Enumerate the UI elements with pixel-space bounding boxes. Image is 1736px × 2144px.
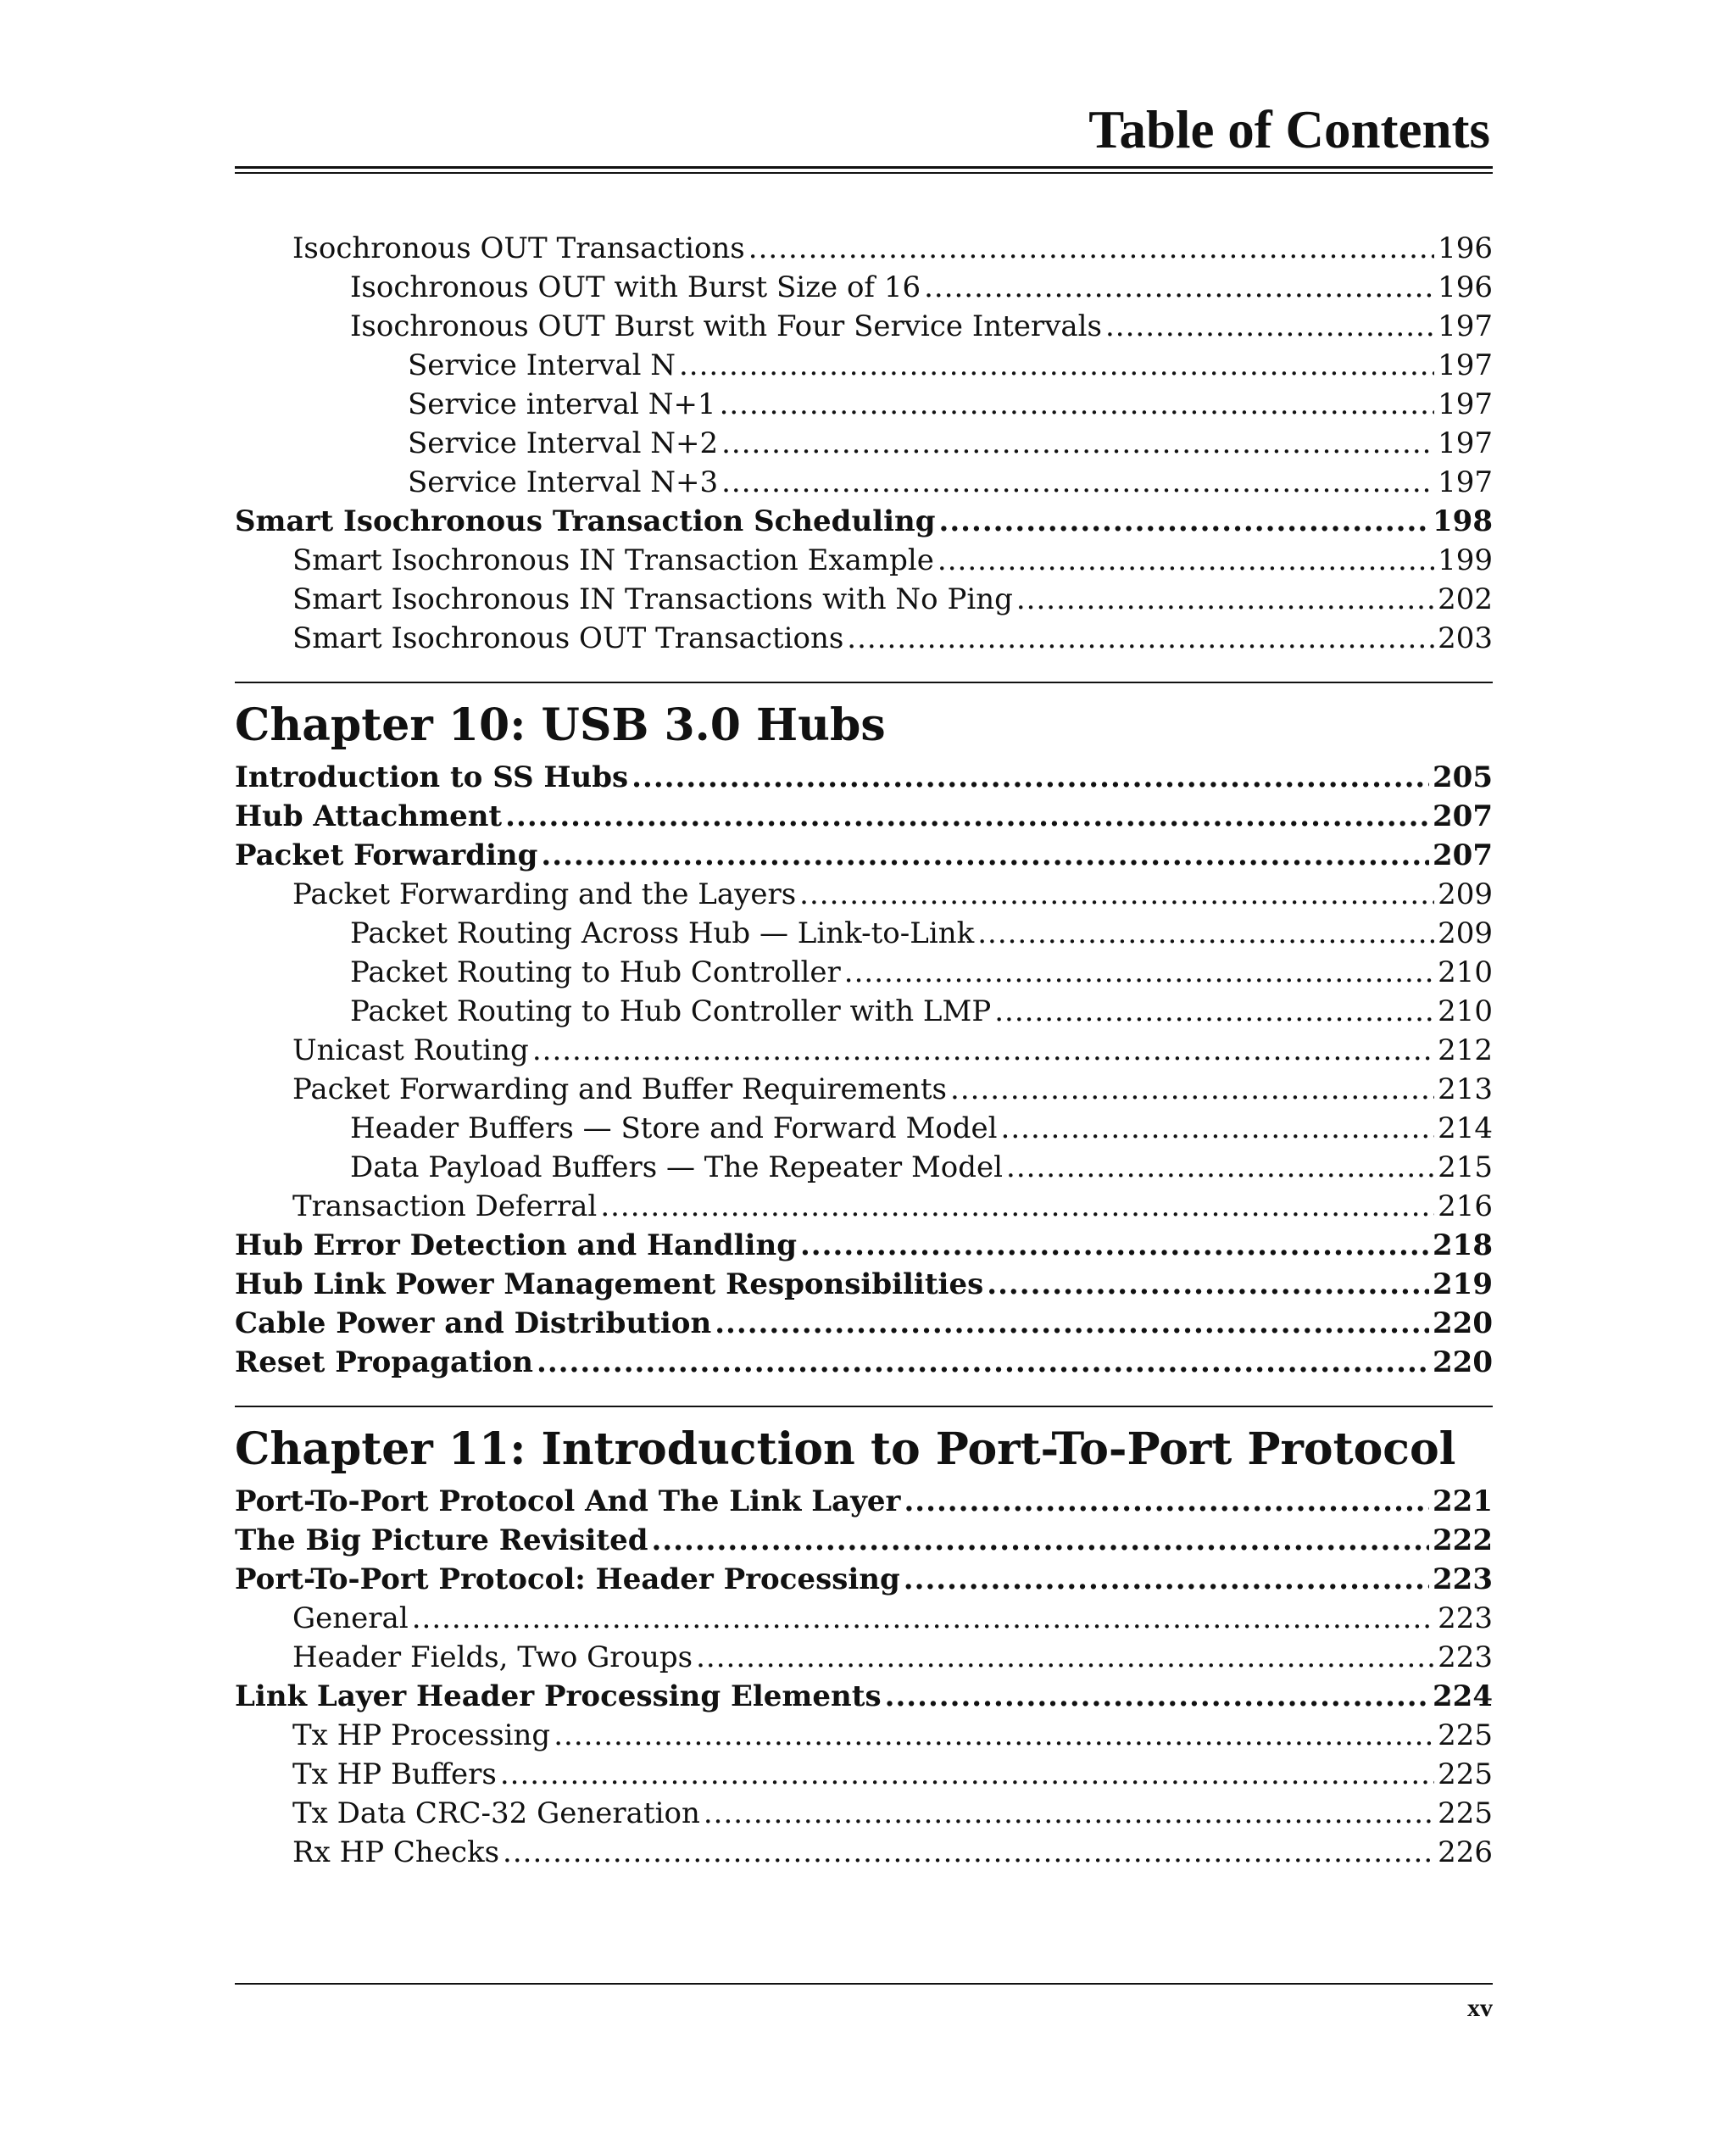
toc-entry-title: Port-To-Port Protocol: Header Processing (235, 1562, 900, 1596)
dot-leader (904, 1482, 1429, 1521)
toc-entry[interactable] (235, 541, 1493, 580)
toc-entry-page-number: 220 (1433, 1345, 1493, 1379)
toc-entry-page-number: 219 (1433, 1267, 1493, 1301)
toc-entry-page-number: 221 (1433, 1484, 1493, 1518)
toc-entry[interactable] (235, 268, 1493, 307)
toc-entry[interactable] (235, 1031, 1493, 1070)
dot-leader (977, 914, 1434, 953)
dot-leader (679, 346, 1434, 385)
dot-leader (1006, 1148, 1434, 1187)
toc-entry-title: Port-To-Port Protocol And The Link Layer (235, 1484, 901, 1518)
toc-entry[interactable] (235, 1638, 1493, 1677)
toc-entry-title: Introduction to SS Hubs (235, 760, 629, 794)
chapter-divider-rule (235, 1406, 1493, 1407)
toc-entry-page-number: 223 (1433, 1562, 1493, 1596)
table-of-contents (235, 229, 1493, 1872)
dot-leader (554, 1716, 1434, 1755)
chapter-heading: Chapter 11: Introduction to Port-To-Port Protocol (235, 1423, 1456, 1475)
dot-leader (632, 758, 1429, 797)
toc-entry-page-number: 207 (1433, 838, 1493, 872)
toc-entry-title: Packet Forwarding (235, 838, 538, 872)
toc-entry-page-number: 207 (1433, 799, 1493, 833)
toc-entry-page-number: 202 (1438, 582, 1493, 616)
toc-entry[interactable] (235, 1794, 1493, 1833)
toc-chapter-block (235, 682, 1493, 1382)
toc-entry-page-number: 197 (1438, 348, 1493, 382)
dot-leader (537, 1343, 1429, 1382)
toc-entry[interactable] (235, 580, 1493, 619)
toc-entry[interactable] (235, 1521, 1493, 1560)
toc-entry[interactable] (235, 992, 1493, 1031)
dot-leader (721, 463, 1434, 502)
toc-entry-title: Service Interval N+2 (408, 426, 719, 460)
dot-leader (412, 1599, 1434, 1638)
toc-entry-title: Cable Power and Distribution (235, 1306, 712, 1340)
toc-entry-title: Packet Forwarding and Buffer Requirements (292, 1072, 948, 1106)
toc-entry-title: Isochronous OUT with Burst Size of 16 (350, 270, 921, 304)
toc-entry-page-number: 215 (1438, 1150, 1493, 1184)
toc-entry-title: Reset Propagation (235, 1345, 533, 1379)
dot-leader (924, 268, 1434, 307)
toc-entry-page-number: 210 (1438, 994, 1493, 1028)
footer-page-number: xv (1467, 1994, 1493, 2022)
toc-entry[interactable] (235, 797, 1493, 836)
toc-entry[interactable] (235, 1187, 1493, 1226)
toc-entry[interactable] (235, 1226, 1493, 1265)
toc-entry-title: Data Payload Buffers — The Repeater Model (350, 1150, 1004, 1184)
dot-leader (696, 1638, 1434, 1677)
toc-entry[interactable] (235, 1560, 1493, 1599)
dot-leader (704, 1794, 1434, 1833)
toc-entry-title: Rx HP Checks (292, 1835, 500, 1869)
toc-entry-page-number: 203 (1438, 621, 1493, 655)
toc-entry-page-number: 197 (1438, 426, 1493, 460)
toc-entry[interactable] (235, 463, 1493, 502)
toc-entry-page-number: 210 (1438, 955, 1493, 989)
toc-entry-title: Smart Isochronous OUT Transactions (292, 621, 844, 655)
toc-entry-page-number: 225 (1438, 1757, 1493, 1791)
toc-entry-page-number: 205 (1433, 760, 1493, 794)
toc-entry[interactable] (235, 758, 1493, 797)
toc-entry-title: Isochronous OUT Burst with Four Service Intervals (350, 309, 1102, 343)
toc-entry-page-number: 216 (1438, 1189, 1493, 1223)
dot-leader (885, 1677, 1429, 1716)
toc-entry-page-number: 209 (1438, 877, 1493, 911)
toc-entry[interactable] (235, 424, 1493, 463)
toc-entry[interactable] (235, 346, 1493, 385)
toc-entry-page-number: 196 (1438, 270, 1493, 304)
toc-entry-page-number: 197 (1438, 309, 1493, 343)
toc-entry-title: Smart Isochronous IN Transaction Example (292, 543, 934, 577)
toc-entry[interactable] (235, 953, 1493, 992)
toc-entry-title: General (292, 1601, 409, 1635)
toc-entry-title: Service Interval N+3 (408, 465, 719, 499)
dot-leader (541, 836, 1429, 875)
toc-entry-title: Service interval N+1 (408, 387, 716, 421)
toc-entry-title: Unicast Routing (292, 1033, 529, 1067)
toc-entry[interactable] (235, 914, 1493, 953)
dot-leader (651, 1521, 1429, 1560)
toc-entry-title: Packet Routing to Hub Controller with LMP (350, 994, 992, 1028)
toc-entry-title: Link Layer Header Processing Elements (235, 1679, 882, 1713)
toc-entry[interactable] (235, 1677, 1493, 1716)
toc-entry-title: Hub Attachment (235, 799, 503, 833)
dot-leader (748, 229, 1434, 268)
toc-entry-title: Tx HP Processing (292, 1718, 551, 1752)
toc-entry-page-number: 209 (1438, 916, 1493, 950)
toc-entry-page-number: 199 (1438, 543, 1493, 577)
toc-entry-title: Transaction Deferral (292, 1189, 598, 1223)
dot-leader (720, 385, 1435, 424)
toc-entry[interactable] (235, 1148, 1493, 1187)
dot-leader (715, 1304, 1429, 1343)
toc-entry-title: Smart Isochronous IN Transactions with No Ping (292, 582, 1013, 616)
dot-leader (994, 992, 1434, 1031)
toc-entry-page-number: 226 (1438, 1835, 1493, 1869)
toc-entry-page-number: 223 (1438, 1640, 1493, 1674)
dot-leader (800, 1226, 1429, 1265)
toc-entry-page-number: 197 (1438, 465, 1493, 499)
toc-entry-page-number: 196 (1438, 231, 1493, 265)
toc-entry[interactable] (235, 1304, 1493, 1343)
dot-leader (500, 1755, 1434, 1794)
toc-entry-page-number: 222 (1433, 1523, 1493, 1557)
toc-entry-title: The Big Picture Revisited (235, 1523, 648, 1557)
dot-leader (1105, 307, 1434, 346)
toc-entry-page-number: 197 (1438, 387, 1493, 421)
toc-entry[interactable] (235, 1599, 1493, 1638)
toc-continuation-block (235, 229, 1493, 658)
toc-entry-page-number: 198 (1433, 504, 1493, 538)
toc-entry-page-number: 223 (1438, 1601, 1493, 1635)
toc-entry-title: Header Fields, Two Groups (292, 1640, 693, 1674)
dot-leader (721, 424, 1434, 463)
toc-entry-title: Tx HP Buffers (292, 1757, 497, 1791)
toc-entry[interactable] (235, 619, 1493, 658)
toc-entry[interactable] (235, 875, 1493, 914)
chapter-divider-rule (235, 682, 1493, 683)
toc-entry-page-number: 213 (1438, 1072, 1493, 1106)
toc-entry-title: Service Interval N (408, 348, 676, 382)
dot-leader (987, 1265, 1429, 1304)
toc-entry[interactable] (235, 1755, 1493, 1794)
toc-entry-title: Packet Routing to Hub Controller (350, 955, 841, 989)
header-double-rule (235, 166, 1493, 174)
toc-entry[interactable] (235, 307, 1493, 346)
toc-entry[interactable] (235, 1109, 1493, 1148)
dot-leader (799, 875, 1434, 914)
dot-leader (904, 1560, 1429, 1599)
toc-entry-title: Isochronous OUT Transactions (292, 231, 745, 265)
toc-entry[interactable] (235, 1343, 1493, 1382)
toc-entry-page-number: 220 (1433, 1306, 1493, 1340)
toc-entry-title: Packet Routing Across Hub — Link-to-Link (350, 916, 975, 950)
dot-leader (532, 1031, 1434, 1070)
dot-leader (950, 1070, 1434, 1109)
dot-leader (847, 619, 1434, 658)
toc-entry-page-number: 212 (1438, 1033, 1493, 1067)
toc-entry[interactable] (235, 385, 1493, 424)
toc-entry-page-number: 225 (1438, 1796, 1493, 1830)
dot-leader (1001, 1109, 1435, 1148)
dot-leader (939, 502, 1430, 541)
toc-entry[interactable] (235, 836, 1493, 875)
footer-rule (235, 1983, 1493, 1985)
page-header-title: Table of Contents (1088, 100, 1490, 159)
dot-leader (505, 797, 1429, 836)
toc-entry[interactable] (235, 502, 1493, 541)
toc-entry-title: Hub Link Power Management Responsibilities (235, 1267, 984, 1301)
toc-chapter-block (235, 1406, 1493, 1872)
toc-entry[interactable] (235, 1265, 1493, 1304)
toc-entry[interactable] (235, 229, 1493, 268)
dot-leader (600, 1187, 1434, 1226)
dot-leader (938, 541, 1434, 580)
toc-entry-page-number: 225 (1438, 1718, 1493, 1752)
toc-entry[interactable] (235, 1482, 1493, 1521)
toc-entry-page-number: 218 (1433, 1228, 1493, 1262)
chapter-heading: Chapter 10: USB 3.0 Hubs (235, 699, 886, 751)
toc-entry-title: Header Buffers — Store and Forward Model (350, 1111, 998, 1145)
toc-entry-title: Tx Data CRC-32 Generation (292, 1796, 700, 1830)
toc-entry[interactable] (235, 1833, 1493, 1872)
toc-entry-page-number: 224 (1433, 1679, 1493, 1713)
toc-entry[interactable] (235, 1070, 1493, 1109)
toc-entry-title: Smart Isochronous Transaction Scheduling (235, 504, 936, 538)
toc-entry-page-number: 214 (1438, 1111, 1493, 1145)
dot-leader (844, 953, 1434, 992)
toc-entry-title: Hub Error Detection and Handling (235, 1228, 797, 1262)
toc-entry-title: Packet Forwarding and the Layers (292, 877, 797, 911)
dot-leader (503, 1833, 1434, 1872)
dot-leader (1016, 580, 1434, 619)
toc-entry[interactable] (235, 1716, 1493, 1755)
